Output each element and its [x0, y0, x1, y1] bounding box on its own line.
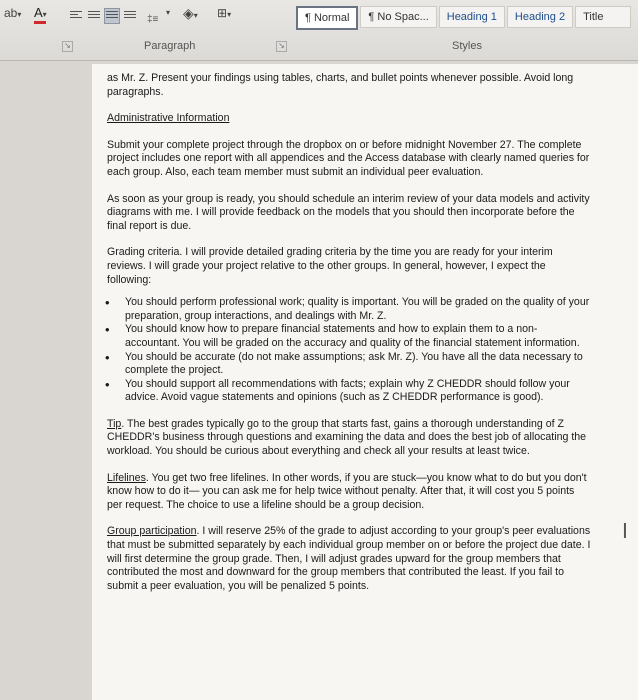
style-title[interactable]: Title — [575, 6, 631, 28]
text-highlight-button[interactable]: ab▾ — [4, 6, 22, 20]
justify-button[interactable] — [122, 8, 138, 24]
font-color-icon: A — [34, 5, 43, 20]
line-spacing-dropdown[interactable]: ▾ — [166, 8, 171, 17]
tip-paragraph — [107, 418, 592, 459]
style-normal[interactable]: ¶ Normal — [296, 6, 358, 30]
grading-paragraph: Grading criteria. I will provide detailed grading criteria by the time you are ready for your interim reviews. I will grade your project relative to the other groups. In general, however, I expect the following: — [107, 246, 553, 286]
style-no-spacing[interactable]: ¶ No Spac... — [360, 6, 436, 28]
review-paragraph: As soon as your group is ready, you should schedule an interim review of your data models and activity diagrams with me. I will provide feedback on the models that you should then incorporate before the final report is due. — [107, 192, 590, 232]
styles-group-label: Styles — [452, 40, 482, 52]
tip-text: . The best grades typically go to the group that starts fast, gains a thorough understanding of Z CHEDDR's business through questions and examining the data and does the best job of allocating the workload. You should be curious about everything and check all your results at least twice. — [107, 417, 587, 458]
lifelines-text: . You get two free lifelines. In other words, if you are stuck—you know what to do but you don't know how to do it— you can ask me for help twice without penalty. After that, it will cost you 5 points per request. The choice to use a lifeline should be a group decision. — [107, 471, 587, 511]
font-color-swatch — [34, 21, 46, 24]
text-cursor-icon: I — [622, 519, 628, 543]
lifelines-label: Lifelines — [107, 471, 146, 484]
document-body[interactable] — [107, 72, 592, 606]
align-center-button[interactable] — [86, 8, 102, 24]
group-participation-text: . I will reserve 25% of the grade to adjust according to your group's peer evaluations that must be submitted separately by each individual group member on or before the project due date. I will first determine the group grade. Then, I will adjust grades upward for the group members that contributed the most and downward for the group members that contributed the least. If you fail to submit a peer evaluation, you will be penalized 5 points. — [107, 525, 591, 592]
intro-paragraph: as Mr. Z. Present your findings using tables, charts, and bullet points whenever possible. Avoid long paragraphs. — [107, 72, 574, 98]
paint-bucket-icon: ◈ — [183, 5, 194, 21]
list-item: • You should support all recommendations with facts; explain why Z CHEDDR should follow your advice. Avoid vague statements and opinions (such as Z CHEDDR performance is good). — [125, 378, 592, 405]
highlighter-icon: ab — [4, 6, 18, 20]
paragraph-dialog-launcher[interactable]: ↘ — [276, 41, 287, 52]
lifelines-paragraph — [107, 472, 592, 513]
list-item: • You should be accurate (do not make assumptions; ask Mr. Z). You have all the data necessary to complete the project. — [125, 351, 592, 378]
font-color-button[interactable]: A▾ — [34, 5, 47, 20]
align-right-button[interactable] — [104, 8, 120, 24]
borders-button[interactable]: ⊞▾ — [217, 6, 232, 20]
tip-label: Tip — [107, 417, 122, 430]
style-heading-1[interactable]: Heading 1 — [439, 6, 505, 28]
group-participation-label: Group participation — [107, 525, 197, 538]
style-heading-2[interactable]: Heading 2 — [507, 6, 573, 28]
expectations-list — [107, 296, 592, 405]
styles-gallery — [296, 6, 638, 28]
shading-button[interactable]: ◈▾ — [183, 5, 198, 21]
borders-icon: ⊞ — [217, 6, 228, 20]
list-item: • You should perform professional work; quality is important. You will be graded on the quality of your preparation, group interactions, and dealings with Mr. Z. — [125, 296, 592, 323]
group-participation-paragraph — [107, 525, 592, 593]
ribbon — [0, 0, 638, 61]
list-item: • You should know how to prepare financial statements and how to explain them to a non-accountant. You will be graded on the accuracy and quality of the financial statement information. — [125, 323, 592, 350]
line-spacing-button[interactable] — [146, 8, 162, 24]
submit-paragraph: Submit your complete project through the dropbox on or before midnight November 27. The complete project includes one report with all appendices and the Access database with clearly named queries for each group. Also, each team member must submit an individual peer evaluation. — [107, 138, 590, 178]
align-left-button[interactable] — [68, 8, 84, 24]
line-spacing-icon: ‡≡ — [147, 14, 159, 25]
font-dialog-launcher[interactable]: ↘ — [62, 41, 73, 52]
paragraph-group-label: Paragraph — [144, 40, 196, 52]
admin-heading: Administrative Information — [107, 112, 230, 125]
